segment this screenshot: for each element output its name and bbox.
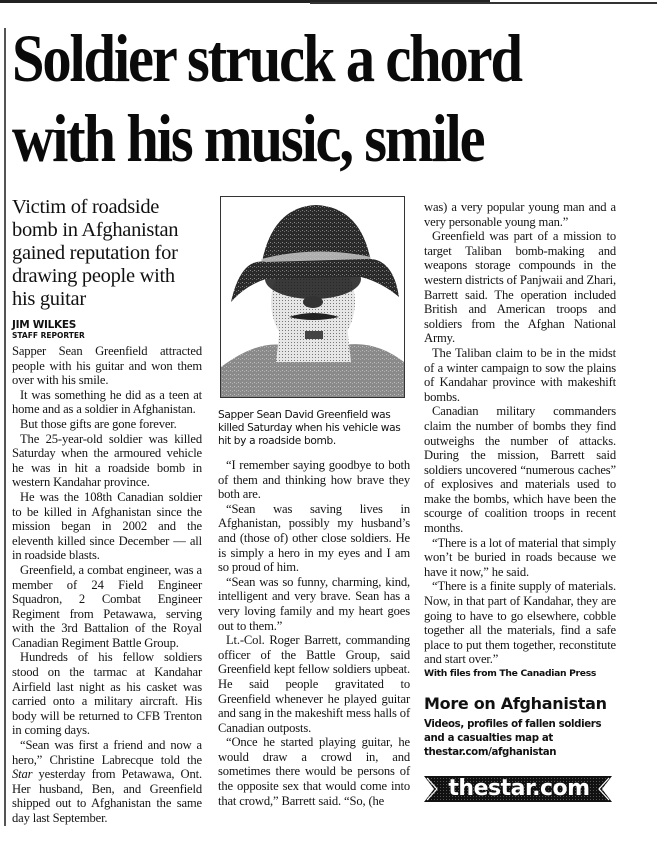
column-3 — [424, 200, 616, 804]
publication-name: Star — [12, 767, 33, 782]
column-3-body — [424, 200, 616, 667]
paragraph: “There is a finite supply of materials. Now, in that part of Kandahar, they are going to have to go elsewhere, cobble together all the materials, find a safe place to put them together, reconstitute and start over.” — [424, 579, 616, 667]
headline-line-2: with his music, smile — [12, 100, 484, 176]
byline-role: STAFF REPORTER — [12, 331, 85, 340]
files-credit: With files from The Canadian Press — [424, 668, 597, 679]
paragraph: Greenfield was part of a mission to target Taliban bomb-making and weapons storage compounds in the western districts of Panjwaii and Zhari, Barrett said. The operation included British and American troops and soldiers from the Afghan National Army. — [424, 229, 616, 346]
paragraph: was) a very popular young man and a very personable young man.” — [424, 200, 616, 229]
sidebar-title: More on Afghanistan — [424, 694, 607, 713]
paragraph: Canadian military commanders claim the number of bombs they find outweighs the number of attacks. During the mission, Barrett said soldiers uncovered “numerous caches” of explosives and materials used to make the bombs, which have been the scourge of coalition troops in recent months. — [424, 404, 616, 536]
column-2 — [218, 196, 410, 808]
thestar-banner[interactable] — [424, 774, 612, 804]
headline-line-1: Soldier struck a chord — [12, 20, 521, 96]
headline — [12, 18, 567, 178]
paragraph: The 25-year-old soldier was killed Saturday when the armoured vehicle he was in hit a roadside bomb in western Kandahar province. — [12, 431, 202, 490]
deck-subheadline: Victim of roadside bomb in Afghanistan gained reputation for drawing people with his guitar — [12, 196, 179, 310]
paragraph: The Taliban claim to be in the midst of a winter campaign to sow the plains of Kandahar province with makeshift bombs. — [424, 345, 616, 404]
column-1 — [12, 196, 202, 826]
paragraph: “Sean was saving lives in Afghanistan, possibly my husband’s and (those of) other close soldiers. He is simply a hero in my eyes and I am so proud of him. — [218, 501, 410, 575]
paragraph: Sapper Sean Greenfield attracted people with his guitar and won them over with his smile. — [12, 344, 202, 388]
paragraph: He was the 108th Canadian soldier to be killed in Afghanistan since the mission began in 2002 and the eleventh killed since December — all in roadside blasts. — [12, 489, 202, 563]
sidebar-text[interactable]: Videos, profiles of fallen soldiers and a casualties map at thestar.com/afghanistan — [424, 719, 602, 758]
paragraph — [12, 738, 202, 826]
paragraph: “Once he started playing guitar, he would draw a crowd in, and sometimes there would be persons of the opposite sex that would come into that crowd,” Barrett said. “So, (he — [218, 735, 410, 808]
soldier-portrait-icon — [221, 197, 404, 397]
paragraph: “I remember saying goodbye to both of them and thinking how brave they both are. — [218, 458, 410, 502]
paragraph: Lt.-Col. Roger Barrett, commanding officer of the Battle Group, said Greenfield kept fellow soldiers upbeat. He said people gravitated to Greenfield whenever he played guitar and sang in the makeshift mess halls of Canadian outposts. — [218, 633, 410, 735]
paragraph: “Sean was so funny, charming, kind, intelligent and very brave. Sean has a very loving family and my heart goes out to them.” — [218, 574, 410, 633]
column-2-body — [218, 458, 410, 808]
photo-caption: Sapper Sean David Greenfield was killed Saturday when his vehicle was hit by a roadside bomb. — [218, 409, 401, 447]
top-rule-right — [310, 2, 657, 4]
brand-logo-text: thestar.com — [448, 776, 590, 801]
paragraph: Greenfield, a combat engineer, was a member of 24 Field Engineer Squadron, 2 Combat Engineer Regiment from Petawawa, serving with the 3rd Battalion of the Royal Canadian Regiment Battle Group. — [12, 562, 202, 650]
paragraph: It was something he did as a teen at home and as a soldier in Afghanistan. — [12, 387, 202, 417]
column-1-body — [12, 344, 202, 826]
soldier-photo — [220, 196, 405, 398]
quote-text: yesterday from Petawawa, Ont. Her husband, Ben, and Greenfield shipped out to Afghanistan the same day last September. — [12, 767, 202, 825]
byline-name: JIM WILKES — [12, 319, 76, 331]
paragraph: “There is a lot of material that simply won’t be buried in roads because we have it now,” he said. — [424, 535, 616, 579]
left-column-rule — [4, 28, 6, 826]
paragraph: Hundreds of his fellow soldiers stood on the tarmac at Kandahar Airfield last night as his casket was carried onto a military aircraft. His body will be returned to CFB Trenton in coming days. — [12, 650, 202, 738]
quote-text: “Sean was first a friend and now a hero,” Christine Labrecque told the — [12, 738, 202, 767]
paragraph: But those gifts are gone forever. — [20, 416, 177, 431]
